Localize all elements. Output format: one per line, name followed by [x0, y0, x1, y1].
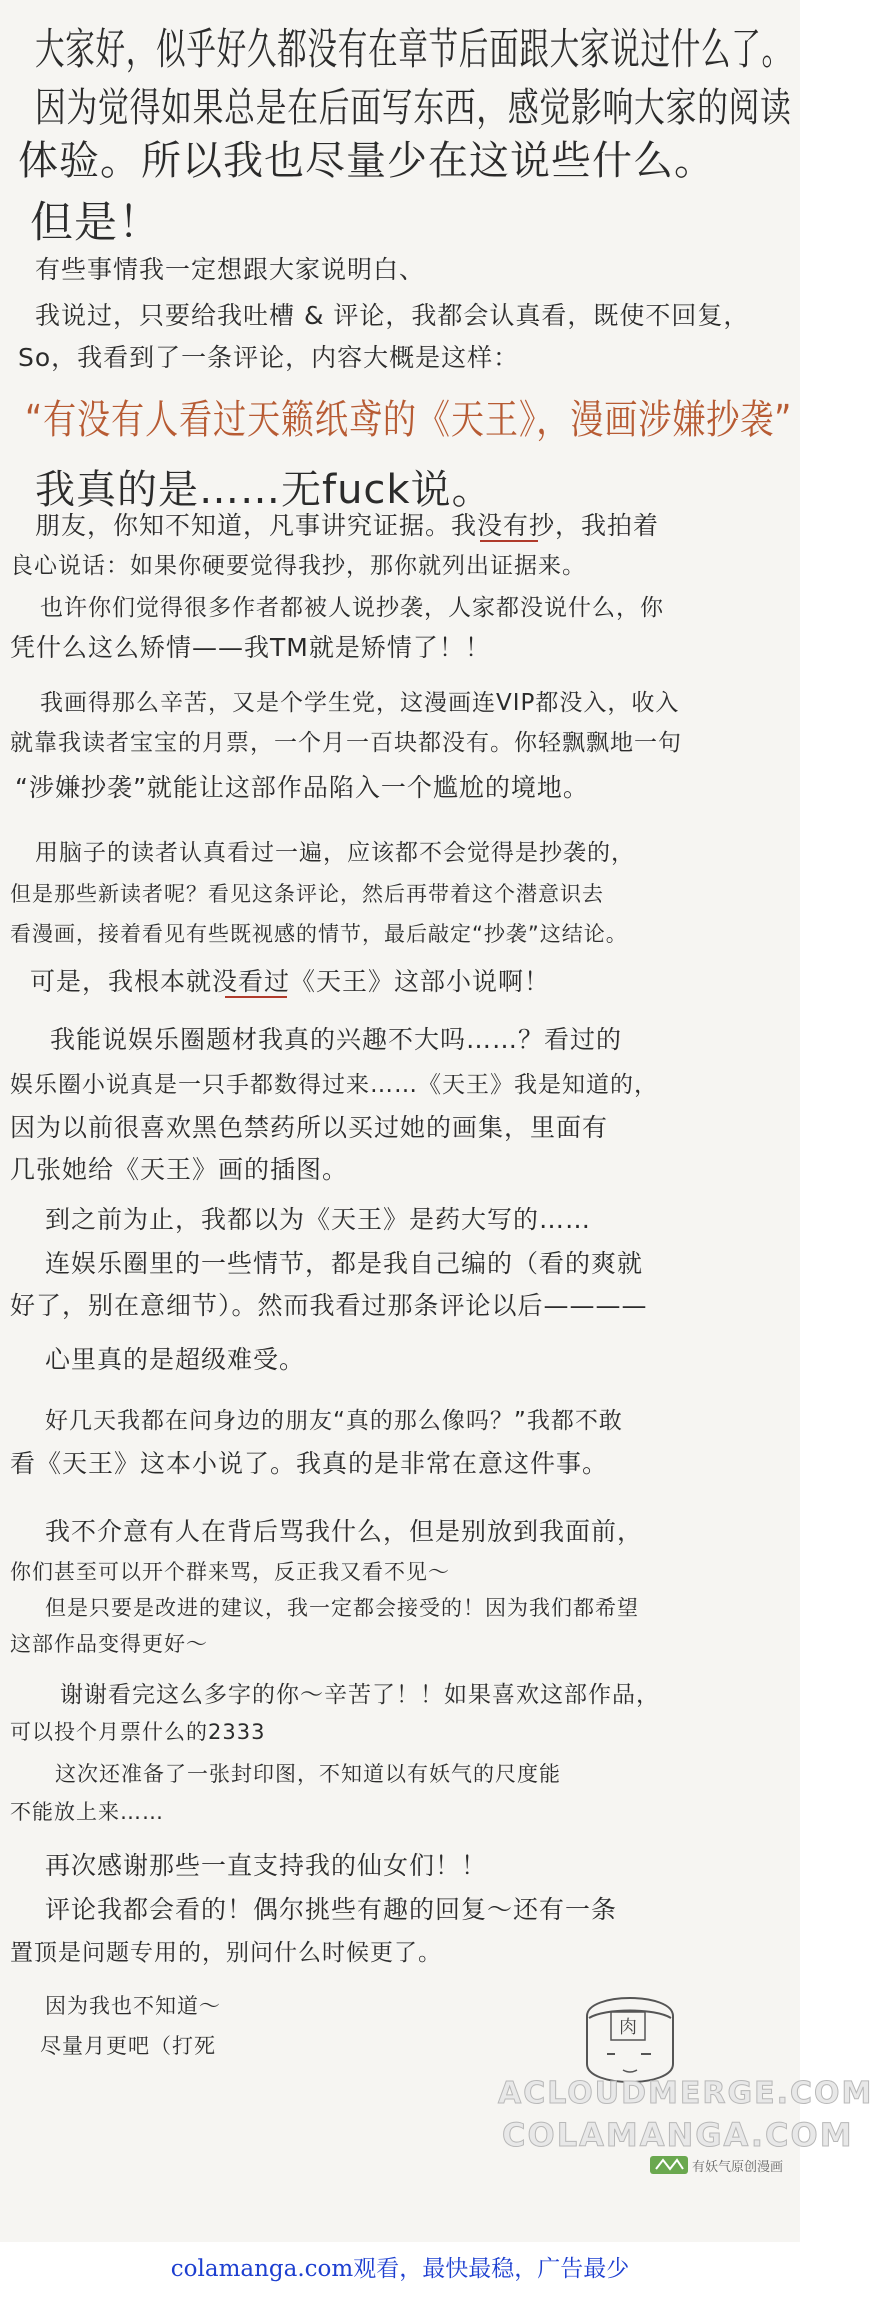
note-line: 几张她给《天王》画的插图。 [10, 1155, 349, 1184]
note-line: 良心说话：如果你硬要觉得我抄，那你就列出证据来。 [10, 553, 586, 579]
note-line: 好几天我都在问身边的朋友“真的那么像吗？”我都不敢 [45, 1408, 623, 1434]
note-line: 体验。所以我也尽量少在这说些什么。 [18, 138, 715, 184]
note-line: 因为觉得如果总是在后面写东西，感觉影响大家的阅读 [35, 85, 792, 131]
note-line: 到之前为止，我都以为《天王》是药大写的…… [45, 1205, 592, 1234]
watermark-badge-text: 有妖气原创漫画 [692, 2160, 784, 2175]
note-line: 我不介意有人在背后骂我什么，但是别放到我面前， [45, 1517, 644, 1546]
note-line: 但是只要是改进的建议，我一定都会接受的！因为我们都希望 [45, 1596, 639, 1620]
emphasis-underline [225, 996, 287, 998]
note-line: 我说过，只要给我吐槽 & 评论，我都会认真看，既使不回复， [35, 301, 750, 330]
note-line: 谢谢看完这么多字的你～辛苦了！！如果喜欢这部作品， [60, 1682, 660, 1708]
note-line: 这次还准备了一张封印图，不知道以有妖气的尺度能 [55, 1762, 561, 1786]
note-line: 有些事情我一定想跟大家说明白、 [35, 255, 426, 284]
note-line: 心里真的是超级难受。 [45, 1345, 306, 1374]
note-line: 这部作品变得更好～ [10, 1632, 208, 1656]
note-line: 好了，别在意细节）。然而我看过那条评论以后———— [10, 1291, 648, 1320]
note-line: 看漫画，接着看见有些既视感的情节，最后敲定“抄袭”这结论。 [10, 922, 628, 946]
emphasis-underline [480, 540, 538, 542]
note-line: 连娱乐圈里的一些情节，都是我自己编的（看的爽就 [45, 1249, 644, 1278]
note-line: 可是，我根本就没看过《天王》这部小说啊！ [30, 967, 551, 996]
note-line: 因为以前很喜欢黑色禁药所以买过她的画集，里面有 [10, 1113, 609, 1142]
footer-link-text[interactable]: colamanga.com观看，最快最稳，广告最少 [170, 2256, 630, 2282]
note-line: 你们甚至可以开个群来骂，反正我又看不见～ [10, 1560, 450, 1584]
note-line: 也许你们觉得很多作者都被人说抄袭，人家都没说什么，你 [40, 595, 664, 621]
note-line: 大家好，似乎好久都没有在章节后面跟大家说过什么了。 [35, 25, 792, 75]
note-line: 就靠我读者宝宝的月票，一个月一百块都没有。你轻飘飘地一句 [10, 730, 682, 756]
note-line: 凭什么这么矫情——我TM就是矫情了！！ [10, 633, 491, 662]
signoff-line: 因为我也不知道～ [45, 1994, 221, 2018]
note-line: 用脑子的读者认真看过一遍，应该都不会觉得是抄袭的， [35, 840, 635, 866]
note-line: 再次感谢那些一直支持我的仙女们！！ [45, 1851, 488, 1880]
note-line: 朋友，你知不知道，凡事讲究证据。我没有抄，我拍着 [35, 511, 660, 540]
watermark-domain-2: COLAMANGA.COM [502, 2116, 854, 2154]
note-line: 不能放上来…… [10, 1800, 164, 1824]
note-line: 我真的是……无fuck说。 [35, 467, 493, 513]
note-line: 可以投个月票什么的2333 [10, 1720, 266, 1744]
note-line: “涉嫌抄袭”就能让这部作品陷入一个尴尬的境地。 [15, 773, 589, 802]
site-footer [0, 2246, 800, 2292]
watermark-badge [650, 2154, 800, 2176]
note-line: 看《天王》这本小说了。我真的是非常在意这件事。 [10, 1449, 609, 1478]
face-label: 肉 [619, 2017, 637, 2038]
quoted-comment: “有没有人看过天籁纸鸢的《天王》，漫画涉嫌抄袭” [25, 397, 793, 443]
note-line: So，我看到了一条评论，内容大概是这样： [18, 343, 520, 372]
note-line: 但是！ [30, 198, 162, 248]
note-line: 但是那些新读者呢？看见这条评论，然后再带着这个潜意识去 [10, 882, 604, 906]
note-line: 娱乐圈小说真是一只手都数得过来……《天王》我是知道的， [10, 1072, 658, 1098]
signoff-line: 尽量月更吧（打死 [40, 2034, 216, 2058]
note-line: 我能说娱乐圈题材我真的兴趣不大吗……？看过的 [50, 1025, 623, 1054]
note-line: 评论我都会看的！偶尔挑些有趣的回复～还有一条 [45, 1895, 618, 1924]
note-line: 我画得那么辛苦，又是个学生党，这漫画连VIP都没入，收入 [40, 690, 680, 716]
watermark-domain-1: ACLOUDMERGE.COM [498, 2076, 873, 2111]
note-line: 置顶是问题专用的，别问什么时候更了。 [10, 1940, 442, 1966]
